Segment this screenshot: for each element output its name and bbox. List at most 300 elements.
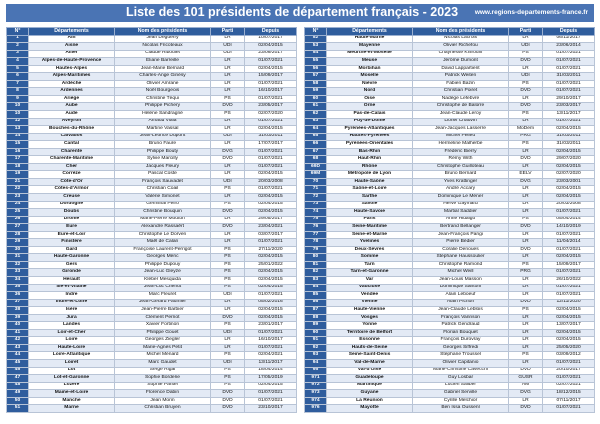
cell-departement: Essonne [327, 337, 413, 345]
cell-departement: Haute-Savoie [327, 209, 413, 217]
cell-parti: LR [509, 193, 543, 201]
cell-depuis: 02/04/2015 [543, 193, 595, 201]
cell-depuis: 13/11/2017 [543, 110, 595, 118]
cell-departement: Marne [29, 405, 115, 413]
table-row [7, 178, 297, 186]
table-row [305, 284, 595, 292]
cell-parti: LR [211, 337, 245, 345]
table-row [7, 110, 297, 118]
cell-parti: LR [211, 141, 245, 149]
cell-president: Philippe Gouet [115, 329, 211, 337]
cell-departement: Allier [29, 50, 115, 58]
cell-depuis: 29/05/2017 [245, 216, 297, 224]
cell-president: Jean-Jacques Lasserre [413, 126, 509, 134]
cell-president: Olivier Capitanio [413, 360, 509, 368]
cell-parti: DVD [509, 88, 543, 96]
cell-president: Pierre Bédier [413, 239, 509, 247]
cell-num: 76 [305, 224, 327, 232]
cell-departement: Guadeloupe [327, 375, 413, 383]
cell-parti: AM [509, 382, 543, 390]
cell-president: Jacques Fleury [115, 163, 211, 171]
cell-parti: PS [509, 307, 543, 315]
cell-depuis: 02/04/2015 [543, 254, 595, 262]
cell-num: 87 [305, 307, 327, 315]
cell-departement: Gard [29, 246, 115, 254]
cell-num: 16 [7, 148, 29, 156]
cell-num: 75 [305, 216, 327, 224]
cell-parti: LR [211, 73, 245, 81]
cell-departement: Saône-et-Loire [327, 186, 413, 194]
cell-departement: Charente-Maritime [29, 156, 115, 164]
cell-parti: DVD [211, 209, 245, 217]
table-row [7, 35, 297, 43]
cell-depuis: 23/06/2014 [543, 43, 595, 51]
cell-president: Philippe Dupouy [115, 261, 211, 269]
cell-depuis: 29/10/2017 [543, 95, 595, 103]
cell-num: 54 [305, 50, 327, 58]
cell-president: Kléber Mesquida [115, 277, 211, 285]
cell-parti: PS [211, 284, 245, 292]
table-row [7, 390, 297, 398]
cell-president: Christine Bouquin [115, 209, 211, 217]
cell-departement: Haut-Rhin [327, 156, 413, 164]
table-row [305, 103, 595, 111]
cell-depuis: 02/04/2021 [245, 352, 297, 360]
cell-depuis: 01/07/2021 [245, 329, 297, 337]
cell-num: 56 [305, 65, 327, 73]
cell-departement: Seine-Maritime [327, 224, 413, 232]
cell-departement: Eure [29, 224, 115, 232]
cell-departement: Pyrénées-Atlantiques [327, 126, 413, 134]
cell-num: 47 [7, 375, 29, 383]
table-row [7, 133, 297, 141]
cell-departement: Nord [327, 88, 413, 96]
cell-depuis: 15/09/2017 [245, 73, 297, 81]
table-row [305, 58, 595, 66]
cell-president: Serge Rigal [115, 367, 211, 375]
table-row [305, 329, 595, 337]
cell-parti: PRG [509, 269, 543, 277]
cell-depuis: 23/09/2017 [245, 50, 297, 58]
cell-depuis: 01/07/2021 [543, 65, 595, 73]
cell-depuis: 11/04/2014 [543, 239, 595, 247]
cell-depuis: 16/10/2017 [245, 337, 297, 345]
table-row [7, 216, 297, 224]
table-row [305, 201, 595, 209]
table-row [305, 133, 595, 141]
table-row [305, 216, 595, 224]
cell-president: Christian Coail [115, 186, 211, 194]
cell-president: Noël Bourgeois [115, 88, 211, 96]
cell-departement: Alpes-de-Haute-Provence [29, 58, 115, 66]
cell-parti: DVD [509, 156, 543, 164]
cell-departement: Rhône [327, 163, 413, 171]
cell-depuis: 01/07/2021 [245, 390, 297, 398]
cell-num: 14 [7, 133, 29, 141]
table-row [305, 50, 595, 58]
cell-parti: LR [211, 58, 245, 66]
cell-parti: DVD [211, 397, 245, 405]
table-row [305, 186, 595, 194]
cell-departement: Moselle [327, 73, 413, 81]
table-row [7, 80, 297, 88]
cell-num: 73 [305, 201, 327, 209]
table-row [7, 239, 297, 247]
cell-depuis: 01/07/2021 [245, 292, 297, 300]
cell-parti: LR [211, 118, 245, 126]
cell-num: 62 [305, 110, 327, 118]
cell-president: Marie-Agnès Petit [115, 344, 211, 352]
table-row [305, 269, 595, 277]
cell-president: Georges Ziegler [115, 337, 211, 345]
cell-parti: LR [509, 360, 543, 368]
cell-president: Christophe Le Dorven [115, 231, 211, 239]
cell-departement: Côtes-d'Armor [29, 186, 115, 194]
cell-president: André Accary [413, 186, 509, 194]
cell-num: 64 [305, 126, 327, 134]
cell-president: François Vannson [413, 314, 509, 322]
table-row [305, 292, 595, 300]
cell-num: 42 [7, 337, 29, 345]
table-row [7, 88, 297, 96]
cell-parti: LR [509, 314, 543, 322]
cell-num: 25 [7, 209, 29, 217]
table-row [305, 382, 595, 390]
cell-president: Frédéric Bierry [413, 148, 509, 156]
cell-parti: LR [509, 344, 543, 352]
cell-parti: EELV [509, 171, 543, 179]
cell-departement: Aube [29, 103, 115, 111]
table-row [7, 118, 297, 126]
table-row [7, 261, 297, 269]
cell-num: 95 [305, 367, 327, 375]
table-row [7, 284, 297, 292]
cell-departement: Pyrénées-Orientales [327, 141, 413, 149]
cell-president: Sophie Borderie [115, 375, 211, 383]
cell-departement: Morbihan [327, 65, 413, 73]
table-row [7, 352, 297, 360]
cell-depuis: 02/04/2015 [543, 148, 595, 156]
cell-num: 8 [7, 88, 29, 96]
cell-depuis: 13/07/2017 [543, 322, 595, 330]
cell-depuis: 25/01/2022 [245, 261, 297, 269]
cell-parti: MoDem [509, 126, 543, 134]
cell-parti: PS [211, 277, 245, 285]
cell-president: Cyrille Melchior [413, 397, 509, 405]
cell-num: 10 [7, 103, 29, 111]
cell-num: 36 [7, 292, 29, 300]
cell-departement: Cantal [29, 141, 115, 149]
cell-president: Philippe Bouty [115, 148, 211, 156]
cell-parti: UDI [211, 329, 245, 337]
table-row [7, 201, 297, 209]
cell-departement: Hauts-de-Seine [327, 344, 413, 352]
cell-departement: Corrèze [29, 171, 115, 179]
cell-departement: Paris [327, 216, 413, 224]
cell-depuis: 02/04/2015 [245, 269, 297, 277]
cell-departement: Bouches-du-Rhône [29, 126, 115, 134]
cell-depuis: 02/04/2015 [245, 382, 297, 390]
cell-president: Sylvie Marcilly [115, 156, 211, 164]
cell-departement: Hérault [29, 277, 115, 285]
table-row [305, 171, 595, 179]
column-header-depuis: Depuis [245, 28, 297, 36]
cell-depuis: 01/07/2021 [543, 209, 595, 217]
cell-departement: Finistère [29, 239, 115, 247]
table-row [305, 126, 595, 134]
table-row [7, 58, 297, 66]
column-header-num: N° [305, 28, 327, 36]
cell-parti: PS [211, 382, 245, 390]
cell-departement: Seine-Saint-Denis [327, 352, 413, 360]
cell-departement: Aude [29, 110, 115, 118]
cell-num: 68 [305, 156, 327, 164]
cell-parti: LR [211, 344, 245, 352]
cell-depuis: 17/07/2017 [245, 141, 297, 149]
cell-num: 57 [305, 73, 327, 81]
cell-parti: LR [211, 80, 245, 88]
cell-parti: LR [211, 88, 245, 96]
cell-parti: DVD [211, 156, 245, 164]
table-row [305, 337, 595, 345]
cell-parti: UDI [211, 50, 245, 58]
cell-president: Martine Vassal [115, 126, 211, 134]
table-row [305, 88, 595, 96]
cell-president: Martial Saddier [413, 209, 509, 217]
cell-departement: Calvados [29, 133, 115, 141]
cell-depuis: 23/04/2021 [245, 224, 297, 232]
table-row [305, 405, 595, 413]
cell-president: Ben Issa Oussenl [413, 405, 509, 413]
cell-num: 32 [7, 261, 29, 269]
cell-num: 22 [7, 186, 29, 194]
cell-president: Marc Gaudet [115, 360, 211, 368]
cell-depuis: 15/09/2017 [543, 261, 595, 269]
cell-president: Stéphane Haussoulier [413, 254, 509, 262]
cell-num: 52 [305, 35, 327, 43]
cell-num: 67 [305, 148, 327, 156]
cell-departement: Alpes-Maritimes [29, 73, 115, 81]
cell-num: 26 [7, 216, 29, 224]
page-title: Liste des 101 présidents de département français - 2023 [126, 5, 459, 19]
table-row [7, 397, 297, 405]
cell-num: 40 [7, 322, 29, 330]
cell-num: 84 [305, 284, 327, 292]
cell-departement: Vendée [327, 292, 413, 300]
column-header-parti: Parti [211, 28, 245, 36]
cell-parti: LR [509, 277, 543, 285]
cell-num: 69D [305, 163, 327, 171]
cell-president: Pascal Coste [115, 171, 211, 179]
cell-num: 972 [305, 382, 327, 390]
cell-president: Xavier Fortinon [115, 322, 211, 330]
website-link[interactable]: www.regions-departements-france.fr [474, 9, 588, 16]
cell-parti: DVD [211, 224, 245, 232]
cell-depuis: 03/09/2012 [543, 352, 595, 360]
cell-parti: LR [509, 148, 543, 156]
cell-num: 93 [305, 352, 327, 360]
column-header-president: Nom des présidents [413, 28, 509, 36]
cell-depuis: 23/01/2017 [245, 322, 297, 330]
cell-num: 58 [305, 80, 327, 88]
cell-president: Fabien Bazin [413, 80, 509, 88]
table-row [305, 277, 595, 285]
table-row [305, 209, 595, 217]
cell-num: 89 [305, 322, 327, 330]
table-row [305, 80, 595, 88]
cell-departement: Vaucluse [327, 284, 413, 292]
cell-num: 70 [305, 178, 327, 186]
cell-depuis: 01/07/2021 [543, 50, 595, 58]
table-row [305, 231, 595, 239]
cell-parti: UDI [211, 360, 245, 368]
cell-parti: PS [211, 261, 245, 269]
cell-num: 79 [305, 246, 327, 254]
cell-parti: DVD [509, 246, 543, 254]
table-row [7, 224, 297, 232]
cell-president: Marc Fleuret [115, 292, 211, 300]
table-header-row [7, 28, 297, 36]
cell-parti: LR [509, 284, 543, 292]
cell-president: François Durovray [413, 337, 509, 345]
cell-num: 1 [7, 35, 29, 43]
cell-parti: PS [509, 110, 543, 118]
cell-parti: LR [509, 35, 543, 43]
cell-num: 7 [7, 80, 29, 88]
cell-depuis: 20/10/2017 [543, 367, 595, 375]
cell-president: Lionel Chauvin [413, 118, 509, 126]
cell-depuis: 13/11/2017 [245, 360, 297, 368]
table-row [7, 360, 297, 368]
cell-parti: PRG [509, 133, 543, 141]
cell-depuis: 16/10/2017 [245, 88, 297, 96]
cell-parti: DVD [509, 224, 543, 232]
table-row [7, 231, 297, 239]
cell-num: 31 [7, 254, 29, 262]
cell-depuis: 02/04/2015 [245, 209, 297, 217]
cell-depuis: 01/07/2021 [245, 148, 297, 156]
table-row [305, 239, 595, 247]
cell-depuis: 02/04/2015 [543, 337, 595, 345]
cell-departement: Lot [29, 367, 115, 375]
cell-num: 65 [305, 133, 327, 141]
cell-president: Olivier Richefou [413, 43, 509, 51]
cell-depuis: 02/04/2015 [245, 193, 297, 201]
cell-departement: Yonne [327, 322, 413, 330]
cell-president: Hélène Sandragné [115, 110, 211, 118]
cell-departement: Somme [327, 254, 413, 262]
cell-parti: PS [211, 186, 245, 194]
cell-departement: Haute-Loire [29, 344, 115, 352]
cell-depuis: 02/07/2020 [245, 110, 297, 118]
cell-departement: Vosges [327, 314, 413, 322]
cell-president: Hervé Gaymard [413, 201, 509, 209]
table-body-left [7, 35, 297, 412]
table-row [7, 307, 297, 315]
cell-departement: Val-d'Oise [327, 367, 413, 375]
cell-num: 83 [305, 277, 327, 285]
cell-departement: Gironde [29, 269, 115, 277]
column-header-departement: Départements [29, 28, 115, 36]
table-row [7, 141, 297, 149]
table-row [305, 375, 595, 383]
table-row [305, 314, 595, 322]
table-row [7, 322, 297, 330]
cell-parti: LR [509, 239, 543, 247]
cell-president: Jean-Louis Masson [413, 277, 509, 285]
cell-parti: LR [509, 163, 543, 171]
table-row [305, 390, 595, 398]
cell-depuis: 01/07/2021 [543, 88, 595, 96]
cell-president: Yves Krattinger [413, 178, 509, 186]
cell-president: Philippe Pichery [115, 103, 211, 111]
cell-president: Jean-Pierre Barbier [115, 307, 211, 315]
cell-departement: Nièvre [327, 80, 413, 88]
cell-departement: Guyane [327, 390, 413, 398]
cell-parti: PS [211, 322, 245, 330]
table-row [7, 50, 297, 58]
table-header-row [305, 28, 595, 36]
cell-president: Arnaud Viala [115, 118, 211, 126]
cell-departement: Meurthe-et-Moselle [327, 50, 413, 58]
table-row [305, 178, 595, 186]
cell-depuis: 31/03/2011 [543, 141, 595, 149]
cell-depuis: 31/03/2011 [543, 73, 595, 81]
table-row [305, 246, 595, 254]
table-row [305, 360, 595, 368]
cell-parti: PS [211, 269, 245, 277]
cell-num: 3 [7, 50, 29, 58]
cell-president: Olivier Amrane [115, 80, 211, 88]
cell-president: Germinal Peiro [115, 201, 211, 209]
cell-departement: Manche [29, 397, 115, 405]
cell-num: 18 [7, 163, 29, 171]
cell-num: 33 [7, 269, 29, 277]
cell-departement: Cher [29, 163, 115, 171]
cell-parti: LR [509, 322, 543, 330]
cell-depuis: 01/07/2021 [543, 292, 595, 300]
cell-parti: LR [211, 163, 245, 171]
cell-depuis: 02/04/2015 [543, 314, 595, 322]
cell-parti: DVD [509, 58, 543, 66]
cell-depuis: 02/04/2015 [245, 126, 297, 134]
cell-departement: Eure-et-Loir [29, 231, 115, 239]
table-row [305, 352, 595, 360]
cell-depuis: 31/03/2011 [543, 133, 595, 141]
cell-president: Bruno Faure [115, 141, 211, 149]
cell-depuis: 29/07/2020 [543, 156, 595, 164]
cell-departement: Aisne [29, 43, 115, 51]
cell-num: 34 [7, 277, 29, 285]
cell-president: Christine Téqui [115, 95, 211, 103]
table-row [305, 261, 595, 269]
table-row [7, 299, 297, 307]
cell-parti: PS [211, 246, 245, 254]
table-row [7, 103, 297, 111]
cell-parti: LR [211, 239, 245, 247]
cell-parti: UDI [211, 43, 245, 51]
cell-depuis: 01/07/2021 [245, 80, 297, 88]
cell-departement: Aveyron [29, 118, 115, 126]
cell-parti: LR [509, 201, 543, 209]
cell-parti: UDI [211, 292, 245, 300]
cell-president: Patrick Gendraud [413, 322, 509, 330]
table-row [305, 73, 595, 81]
cell-depuis: 14/10/2019 [543, 224, 595, 232]
cell-president: Chaynesse Khirouni [413, 50, 509, 58]
cell-president: Jean Morin [115, 397, 211, 405]
presidents-table-left [6, 27, 297, 413]
